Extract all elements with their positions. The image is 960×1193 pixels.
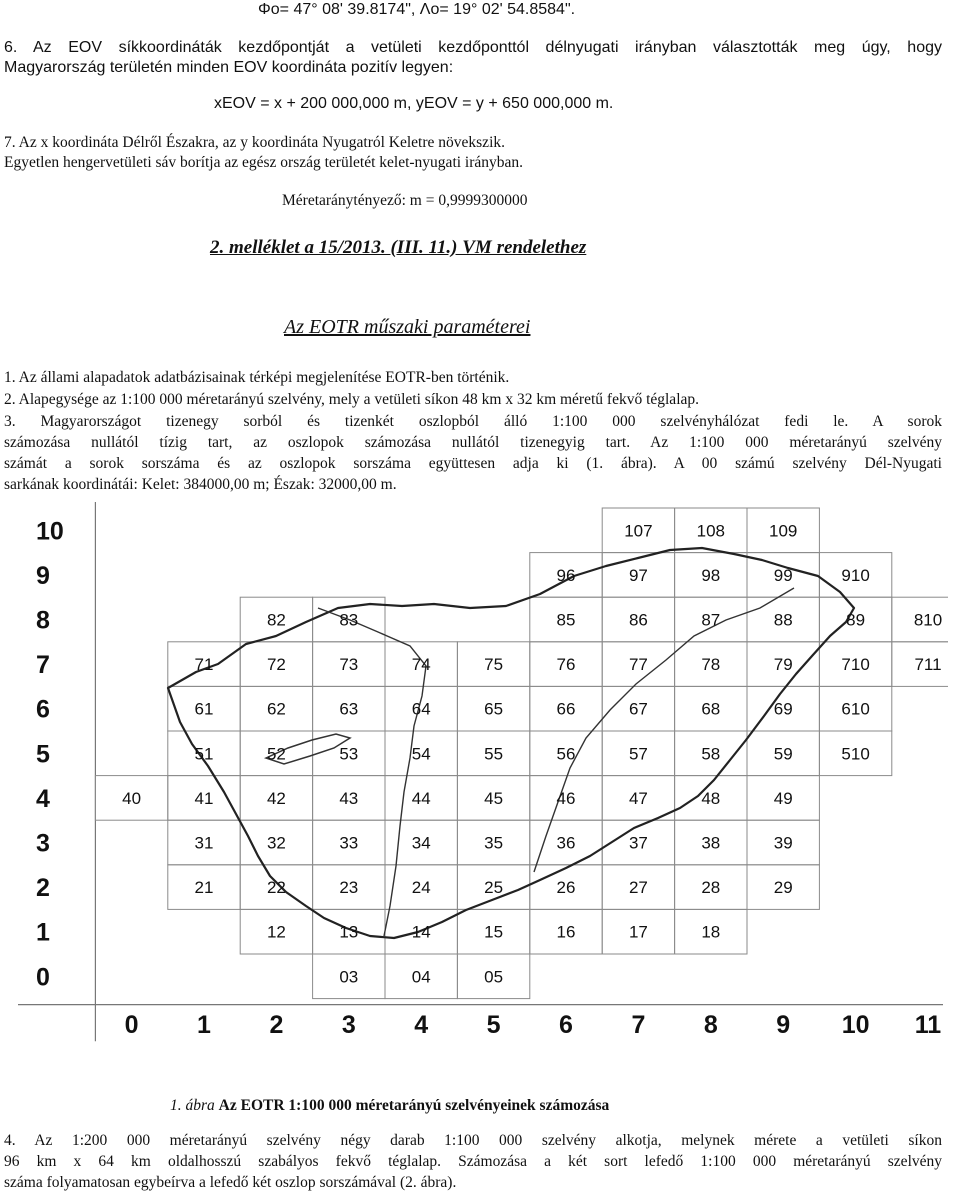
sheet-label: 75	[484, 655, 504, 675]
sheet-label: 33	[339, 833, 359, 853]
sheet-label: 79	[773, 655, 793, 675]
eov-formula: xEOV = x + 200 000,000 m, yEOV = y + 650 000,000 m.	[214, 95, 614, 112]
sheet-label: 63	[339, 699, 359, 719]
sheet-label: 74	[411, 655, 431, 675]
sheet-label: 24	[411, 878, 431, 898]
sheet-label: 49	[773, 788, 793, 808]
row-label: 7	[36, 651, 50, 680]
sheet-label: 42	[266, 788, 286, 808]
column-label: 1	[197, 1010, 211, 1039]
sheet-label: 510	[841, 744, 870, 764]
sheet-label: 52	[266, 744, 286, 764]
row-label: 8	[36, 606, 50, 635]
sheet-label: 65	[484, 699, 504, 719]
sheet-label: 72	[266, 655, 286, 675]
eotr-sheet-grid-figure	[18, 496, 948, 1084]
sheet-label: 86	[628, 610, 648, 630]
sheet-label: 21	[194, 878, 214, 898]
sheet-label: 55	[484, 744, 504, 764]
sheet-label: 67	[628, 699, 648, 719]
row-label: 2	[36, 874, 50, 903]
origin-coordinates: Φo= 47° 08' 39.8174", Λo= 19° 02' 54.8584".	[258, 1, 576, 18]
sheet-label: 57	[628, 744, 648, 764]
section-6-line-1: 6. Az EOV síkkoordináták kezdőpontját a vetületi kezdőponttól délnyugati irányban választották meg úgy, hogy	[4, 39, 942, 56]
sheet-label: 35	[484, 833, 504, 853]
sheet-label: 31	[194, 833, 214, 853]
column-label: 4	[414, 1010, 429, 1039]
row-label: 6	[36, 695, 50, 724]
sheet-label: 41	[194, 788, 214, 808]
sheet-label: 85	[556, 610, 576, 630]
sheet-label: 46	[556, 788, 576, 808]
sheet-label: 48	[701, 788, 721, 808]
row-label: 9	[36, 561, 50, 590]
column-label: 6	[559, 1010, 573, 1039]
figure-caption-text: Az EOTR 1:100 000 méretarányú szelvényeinek számozása	[218, 1097, 610, 1114]
sheet-label: 610	[841, 699, 870, 719]
column-label: 7	[631, 1010, 646, 1039]
sheet-label: 26	[556, 878, 576, 898]
row-label: 3	[36, 829, 50, 858]
column-label: 11	[914, 1010, 942, 1039]
column-label: 8	[703, 1010, 718, 1039]
eotr-paragraph-4-line-3: száma folyamatosan egybeírva a lefedő két oszlop sorszámával (2. ábra).	[4, 1174, 457, 1191]
eotr-paragraph-3-line-1: 3. Magyarországot tizenegy sorból és tizenkét oszlopból álló 1:100 000 szelvényhálózat fedi le. A sorok	[4, 413, 942, 430]
section-7-line-2: Egyetlen hengervetületi sáv borítja az egész ország területét kelet-nyugati irányban.	[4, 154, 524, 171]
sheet-labels	[122, 521, 948, 986]
sheet-label: 40	[122, 788, 142, 808]
figure-caption	[170, 1096, 609, 1115]
sheet-label: 38	[701, 833, 721, 853]
sheet-label: 13	[339, 922, 359, 942]
column-label: 5	[486, 1010, 501, 1039]
sheet-label: 68	[701, 699, 721, 719]
sheet-label: 23	[339, 878, 359, 898]
eotr-paragraph-4-line-2: 96 km x 64 km oldalhosszú szabályos fekvő téglalap. Számozása a két sort lefedő 1:100 000 méretarányú szelvény	[4, 1153, 942, 1170]
row-label: 5	[36, 740, 50, 769]
sheet-label: 910	[841, 565, 870, 585]
sheet-label: 76	[556, 655, 576, 675]
sheet-label: 59	[773, 744, 793, 764]
sheet-label: 710	[841, 655, 870, 675]
sheet-label: 45	[484, 788, 504, 808]
row-label: 10	[36, 517, 64, 546]
sheet-label: 87	[701, 610, 721, 630]
column-label: 3	[341, 1010, 356, 1039]
sheet-label: 53	[339, 744, 359, 764]
sheet-label: 73	[339, 655, 359, 675]
sheet-label: 99	[773, 565, 793, 585]
sheet-label: 71	[194, 655, 214, 675]
sheet-label: 58	[701, 744, 721, 764]
river-tisza-line	[534, 588, 794, 872]
sheet-label: 108	[696, 521, 725, 541]
eotr-paragraph-2: 2. Alapegysége az 1:100 000 méretarányú szelvény, mely a vetületi síkon 48 km x 32 km méretű fekvő téglalap.	[4, 391, 700, 408]
sheet-label: 16	[556, 922, 576, 942]
sheet-label: 44	[411, 788, 431, 808]
column-label: 9	[776, 1010, 791, 1039]
sheet-label: 05	[484, 967, 504, 987]
sheet-label: 03	[339, 967, 359, 987]
row-label: 4	[36, 784, 50, 813]
sheet-label: 14	[411, 922, 431, 942]
sheet-label: 22	[266, 878, 286, 898]
sheet-label: 77	[628, 655, 648, 675]
sheet-label: 88	[773, 610, 793, 630]
row-label: 0	[36, 963, 50, 992]
sheet-label: 34	[411, 833, 431, 853]
sheet-label: 51	[194, 744, 214, 764]
sheet-grid-lines	[18, 502, 948, 1041]
column-label: 0	[124, 1010, 139, 1039]
sheet-label: 17	[628, 922, 648, 942]
eotr-paragraph-4-line-1: 4. Az 1:200 000 méretarányú szelvény négy darab 1:100 000 szelvény alkotja, melynek mérete a vetületi síkon	[4, 1132, 942, 1149]
sheet-label: 12	[266, 922, 286, 942]
eotr-paragraph-1: 1. Az állami alapadatok adatbázisainak térképi megjelenítése EOTR-ben történik.	[4, 369, 510, 386]
annex-title: 2. melléklet a 15/2013. (III. 11.) VM rendelethez	[210, 237, 587, 258]
figure-caption-number: 1. ábra	[170, 1097, 215, 1114]
sheet-label: 29	[773, 878, 793, 898]
axis-labels	[36, 517, 941, 1039]
sheet-label: 96	[556, 565, 576, 585]
sheet-label: 15	[484, 922, 504, 942]
sheet-label: 56	[556, 744, 576, 764]
sheet-label: 69	[773, 699, 793, 719]
section-7-line-1: 7. Az x koordináta Délről Északra, az y koordináta Nyugatról Keletre növekszik.	[4, 134, 505, 151]
sheet-label: 32	[266, 833, 286, 853]
sheet-label: 66	[556, 699, 576, 719]
sheet-label: 04	[411, 967, 431, 987]
column-label: 10	[841, 1010, 870, 1039]
eotr-paragraph-3-line-4: sarkának koordinátái: Kelet: 384000,00 m; Észak: 32000,00 m.	[4, 476, 397, 493]
sheet-label: 43	[339, 788, 359, 808]
sheet-label: 82	[266, 610, 286, 630]
sheet-label: 78	[701, 655, 721, 675]
sheet-label: 810	[913, 610, 943, 630]
row-label: 1	[36, 918, 50, 947]
sheet-label: 18	[701, 922, 721, 942]
sheet-label: 25	[484, 878, 504, 898]
eotr-paragraph-3-line-2: számozása nullától tízig tart, az oszlopok számozása nullától tizenegyig tart. Az 1:100 000 méretarányú szelvény	[4, 434, 942, 451]
sheet-label: 64	[411, 699, 431, 719]
sheet-label: 28	[701, 878, 721, 898]
sheet-label: 109	[769, 521, 798, 541]
sheet-label: 27	[628, 878, 648, 898]
sheet-label: 61	[194, 699, 214, 719]
sheet-label: 62	[266, 699, 286, 719]
sheet-label: 54	[411, 744, 431, 764]
sheet-label: 47	[628, 788, 648, 808]
sheet-label: 97	[628, 565, 648, 585]
section-6-line-2: Magyarország területén minden EOV koordináta pozitív legyen:	[4, 59, 454, 76]
scale-factor: Méretaránytényező: m = 0,9999300000	[282, 192, 528, 209]
sheet-label: 98	[701, 565, 721, 585]
column-label: 2	[269, 1010, 284, 1039]
river-danube-line	[318, 608, 426, 936]
eotr-paragraph-3-line-3: számát a sorok sorszáma és az oszlopok sorszáma együttesen adja ki (1. ábra). A 00 számú szelvény Dél-Nyugati	[4, 455, 942, 472]
sheet-label: 37	[628, 833, 648, 853]
sheet-label: 711	[914, 655, 942, 675]
sheet-label: 107	[624, 521, 653, 541]
sheet-label: 36	[556, 833, 576, 853]
sheet-label: 39	[773, 833, 793, 853]
sheet-label: 89	[846, 610, 866, 630]
sheet-label: 83	[339, 610, 359, 630]
eotr-title: Az EOTR műszaki paraméterei	[284, 316, 531, 338]
